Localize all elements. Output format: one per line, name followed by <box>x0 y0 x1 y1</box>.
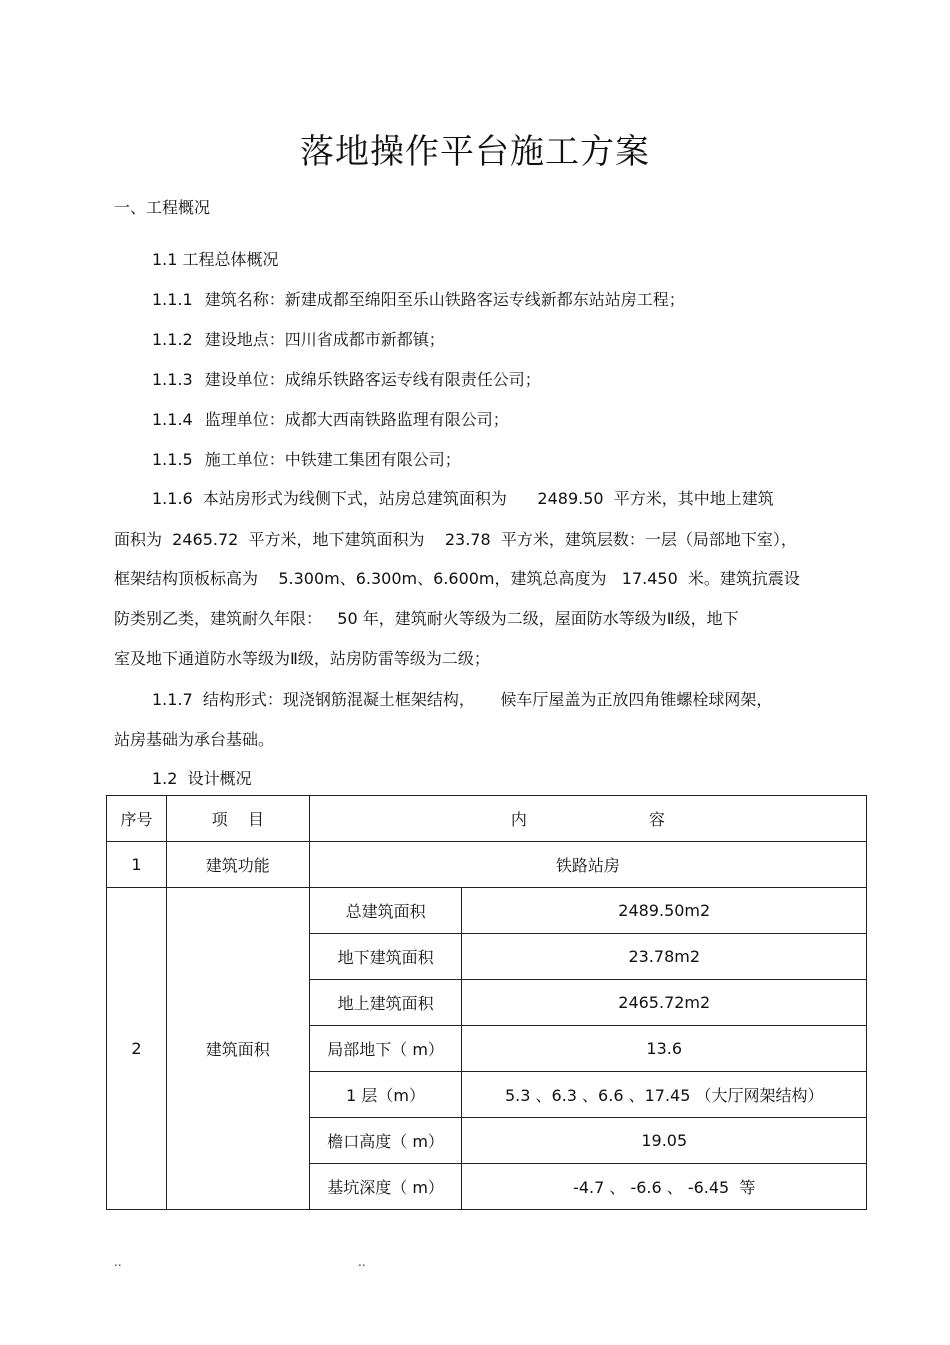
item-1-1-2 <box>152 330 445 350</box>
cell-sub-value: 23.78m2 <box>462 934 867 980</box>
footer-mark-middle: .. <box>358 1255 366 1269</box>
cell-sub-label: 地上建筑面积 <box>309 980 462 1026</box>
item-text: 建设地点：四川省成都市新都镇； <box>204 330 445 349</box>
cell-sub-value: 5.3 、6.3 、6.6 、17.45 （大厅网架结构） <box>462 1072 867 1118</box>
cell-content: 铁路站房 <box>309 842 866 888</box>
paragraph-1-1-6-line-5: 室及地下通道防水等级为Ⅱ级，站房防雷等级为二级； <box>114 649 490 668</box>
paragraph-1-1-6-line-4: 防类别乙类，建筑耐久年限： 50 年，建筑耐火等级为二级，屋面防水等级为Ⅱ级，地下 <box>114 609 739 628</box>
cell-item: 建筑功能 <box>166 842 309 888</box>
item-1-1-5 <box>152 450 461 470</box>
table-row <box>107 888 867 934</box>
item-number: 1.1.3 <box>152 370 193 389</box>
item-1-1-1 <box>152 290 685 310</box>
cell-sub-label: 总建筑面积 <box>309 888 462 934</box>
paragraph-1-1-7-line-1: 1.1.7 结构形式：现浇钢筋混凝土框架结构， 候车厅屋盖为正放四角锥螺栓球网架， <box>152 690 773 709</box>
cell-sub-label: 局部地下（ m） <box>309 1026 462 1072</box>
item-number: 1.1.4 <box>152 410 193 429</box>
cell-no: 2 <box>107 888 167 1210</box>
cell-item: 建筑面积 <box>166 888 309 1210</box>
cell-sub-label: 1 层（m） <box>309 1072 462 1118</box>
item-1-1-4 <box>152 410 509 430</box>
item-number: 1.1.1 <box>152 290 193 309</box>
item-text: 监理单位：成都大西南铁路监理有限公司； <box>204 410 509 429</box>
document-title: 落地操作平台施工方案 <box>300 132 650 172</box>
paragraph-1-1-7-line-2: 站房基础为承台基础。 <box>114 730 275 749</box>
header-cell-item: 项 目 <box>166 796 309 842</box>
cell-sub-label: 檐口高度（ m） <box>309 1118 462 1164</box>
table-row <box>107 842 867 888</box>
cell-no: 1 <box>107 842 167 888</box>
cell-sub-value: 2465.72m2 <box>462 980 867 1026</box>
paragraph-1-1-6-line-2: 面积为 2465.72 平方米，地下建筑面积为 23.78 平方米，建筑层数：一层（局部地下室）， <box>114 530 797 549</box>
header-cell-content: 内 容 <box>309 796 866 842</box>
subsection-1-2: 1.2 设计概况 <box>152 769 252 788</box>
cell-sub-label: 基坑深度（ m） <box>309 1164 462 1210</box>
subsection-1-1: 1.1 工程总体概况 <box>152 250 279 269</box>
cell-sub-value: -4.7 、 -6.6 、 -6.45 等 <box>462 1164 867 1210</box>
table-header-row <box>107 796 867 842</box>
paragraph-1-1-6-line-3: 框架结构顶板标高为 5.300m、6.300m、6.600m，建筑总高度为 17.450 米。建筑抗震设 <box>114 569 800 588</box>
item-number: 1.1.5 <box>152 450 193 469</box>
cell-sub-label: 地下建筑面积 <box>309 934 462 980</box>
design-overview-table <box>106 795 867 1210</box>
item-text: 施工单位：中铁建工集团有限公司； <box>204 450 461 469</box>
item-text: 建筑名称：新建成都至绵阳至乐山铁路客运专线新都东站站房工程； <box>204 290 685 309</box>
section-heading-1: 一、工程概况 <box>114 198 211 217</box>
paragraph-1-1-6-line-1: 1.1.6 本站房形式为线侧下式，站房总建筑面积为 2489.50 平方米，其中地上建筑 <box>152 489 774 508</box>
item-text: 建设单位：成绵乐铁路客运专线有限责任公司； <box>204 370 541 389</box>
cell-sub-value: 13.6 <box>462 1026 867 1072</box>
item-1-1-3 <box>152 370 541 390</box>
header-cell-no: 序号 <box>107 796 167 842</box>
cell-sub-value: 2489.50m2 <box>462 888 867 934</box>
item-number: 1.1.2 <box>152 330 193 349</box>
cell-sub-value: 19.05 <box>462 1118 867 1164</box>
footer-mark-left: .. <box>114 1255 122 1269</box>
